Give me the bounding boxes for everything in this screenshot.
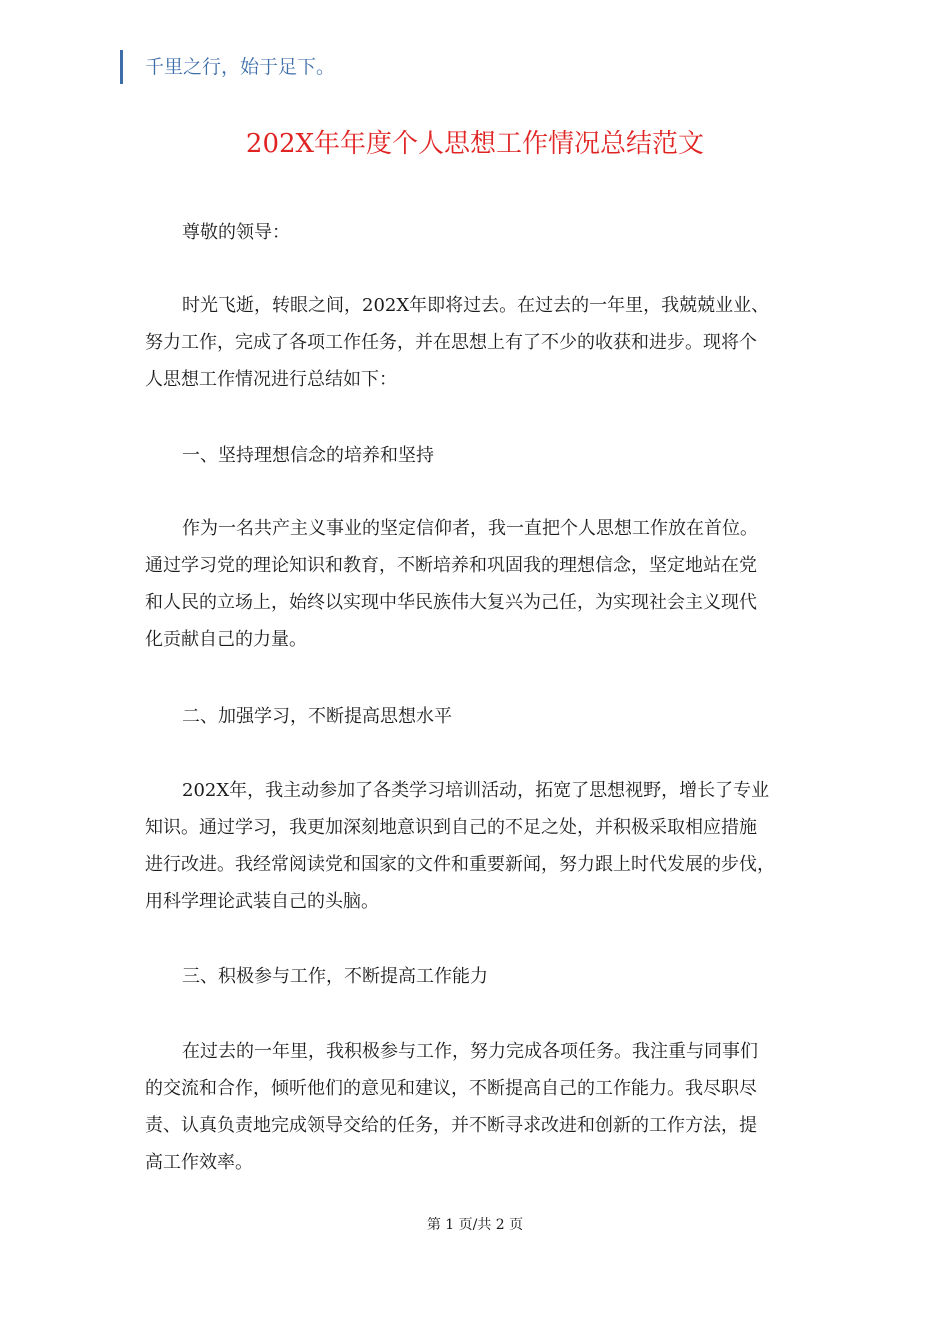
section-heading-text: 二、加强学习，不断提高思想水平: [182, 706, 452, 727]
paragraph-line: 202X年，我主动参加了各类学习培训活动，拓宽了思想视野，增长了专业: [182, 780, 770, 801]
paragraph-line: 和人民的立场上，始终以实现中华民族伟大复兴为己任，为实现社会主义现代: [145, 592, 757, 613]
paragraph-line: 努力工作，完成了各项工作任务，并在思想上有了不少的收获和进步。现将个: [145, 332, 757, 353]
section-heading-text: 一、坚持理想信念的培养和坚持: [182, 445, 434, 466]
document-title: 202X年年度个人思想工作情况总结范文: [245, 129, 705, 159]
salutation: [145, 214, 835, 251]
paragraph-line: 用科学理论武装自己的头脑。: [145, 891, 379, 912]
section-2-paragraph: [145, 772, 835, 920]
paragraph-line: 的交流和合作，倾听他们的意见和建议，不断提高自己的工作能力。我尽职尽: [145, 1078, 757, 1099]
paragraph-line: 人思想工作情况进行总结如下：: [145, 369, 397, 390]
paragraph-line: 时光飞逝，转眼之间，202X年即将过去。在过去的一年里，我兢兢业业、: [182, 295, 770, 316]
paragraph-line: 知识。通过学习，我更加深刻地意识到自己的不足之处，并积极采取相应措施: [145, 817, 757, 838]
section-1-heading: [145, 437, 835, 474]
paragraph-line: 通过学习党的理论知识和教育，不断培养和巩固我的理想信念，坚定地站在党: [145, 555, 757, 576]
section-3-heading: [145, 958, 835, 995]
section-heading-text: 三、积极参与工作，不断提高工作能力: [182, 966, 488, 987]
paragraph-line: 进行改进。我经常阅读党和国家的文件和重要新闻，努力跟上时代发展的步伐，: [145, 854, 775, 875]
intro-paragraph: [145, 287, 835, 398]
paragraph-line: 责、认真负责地完成领导交给的任务，并不断寻求改进和创新的工作方法，提: [145, 1115, 757, 1136]
section-3-paragraph: [145, 1033, 835, 1181]
section-2-heading: [145, 698, 835, 735]
header-motto: 千里之行，始于足下。: [120, 50, 335, 84]
page-indicator: 第 1 页/共 2 页: [426, 1217, 524, 1233]
section-1-paragraph: [145, 510, 835, 658]
paragraph-line: 作为一名共产主义事业的坚定信仰者，我一直把个人思想工作放在首位。: [182, 518, 758, 539]
salutation-text: 尊敬的领导：: [182, 222, 290, 243]
paragraph-line: 在过去的一年里，我积极参与工作，努力完成各项任务。我注重与同事们: [182, 1041, 758, 1062]
paragraph-line: 化贡献自己的力量。: [145, 629, 307, 650]
paragraph-line: 高工作效率。: [145, 1152, 253, 1173]
